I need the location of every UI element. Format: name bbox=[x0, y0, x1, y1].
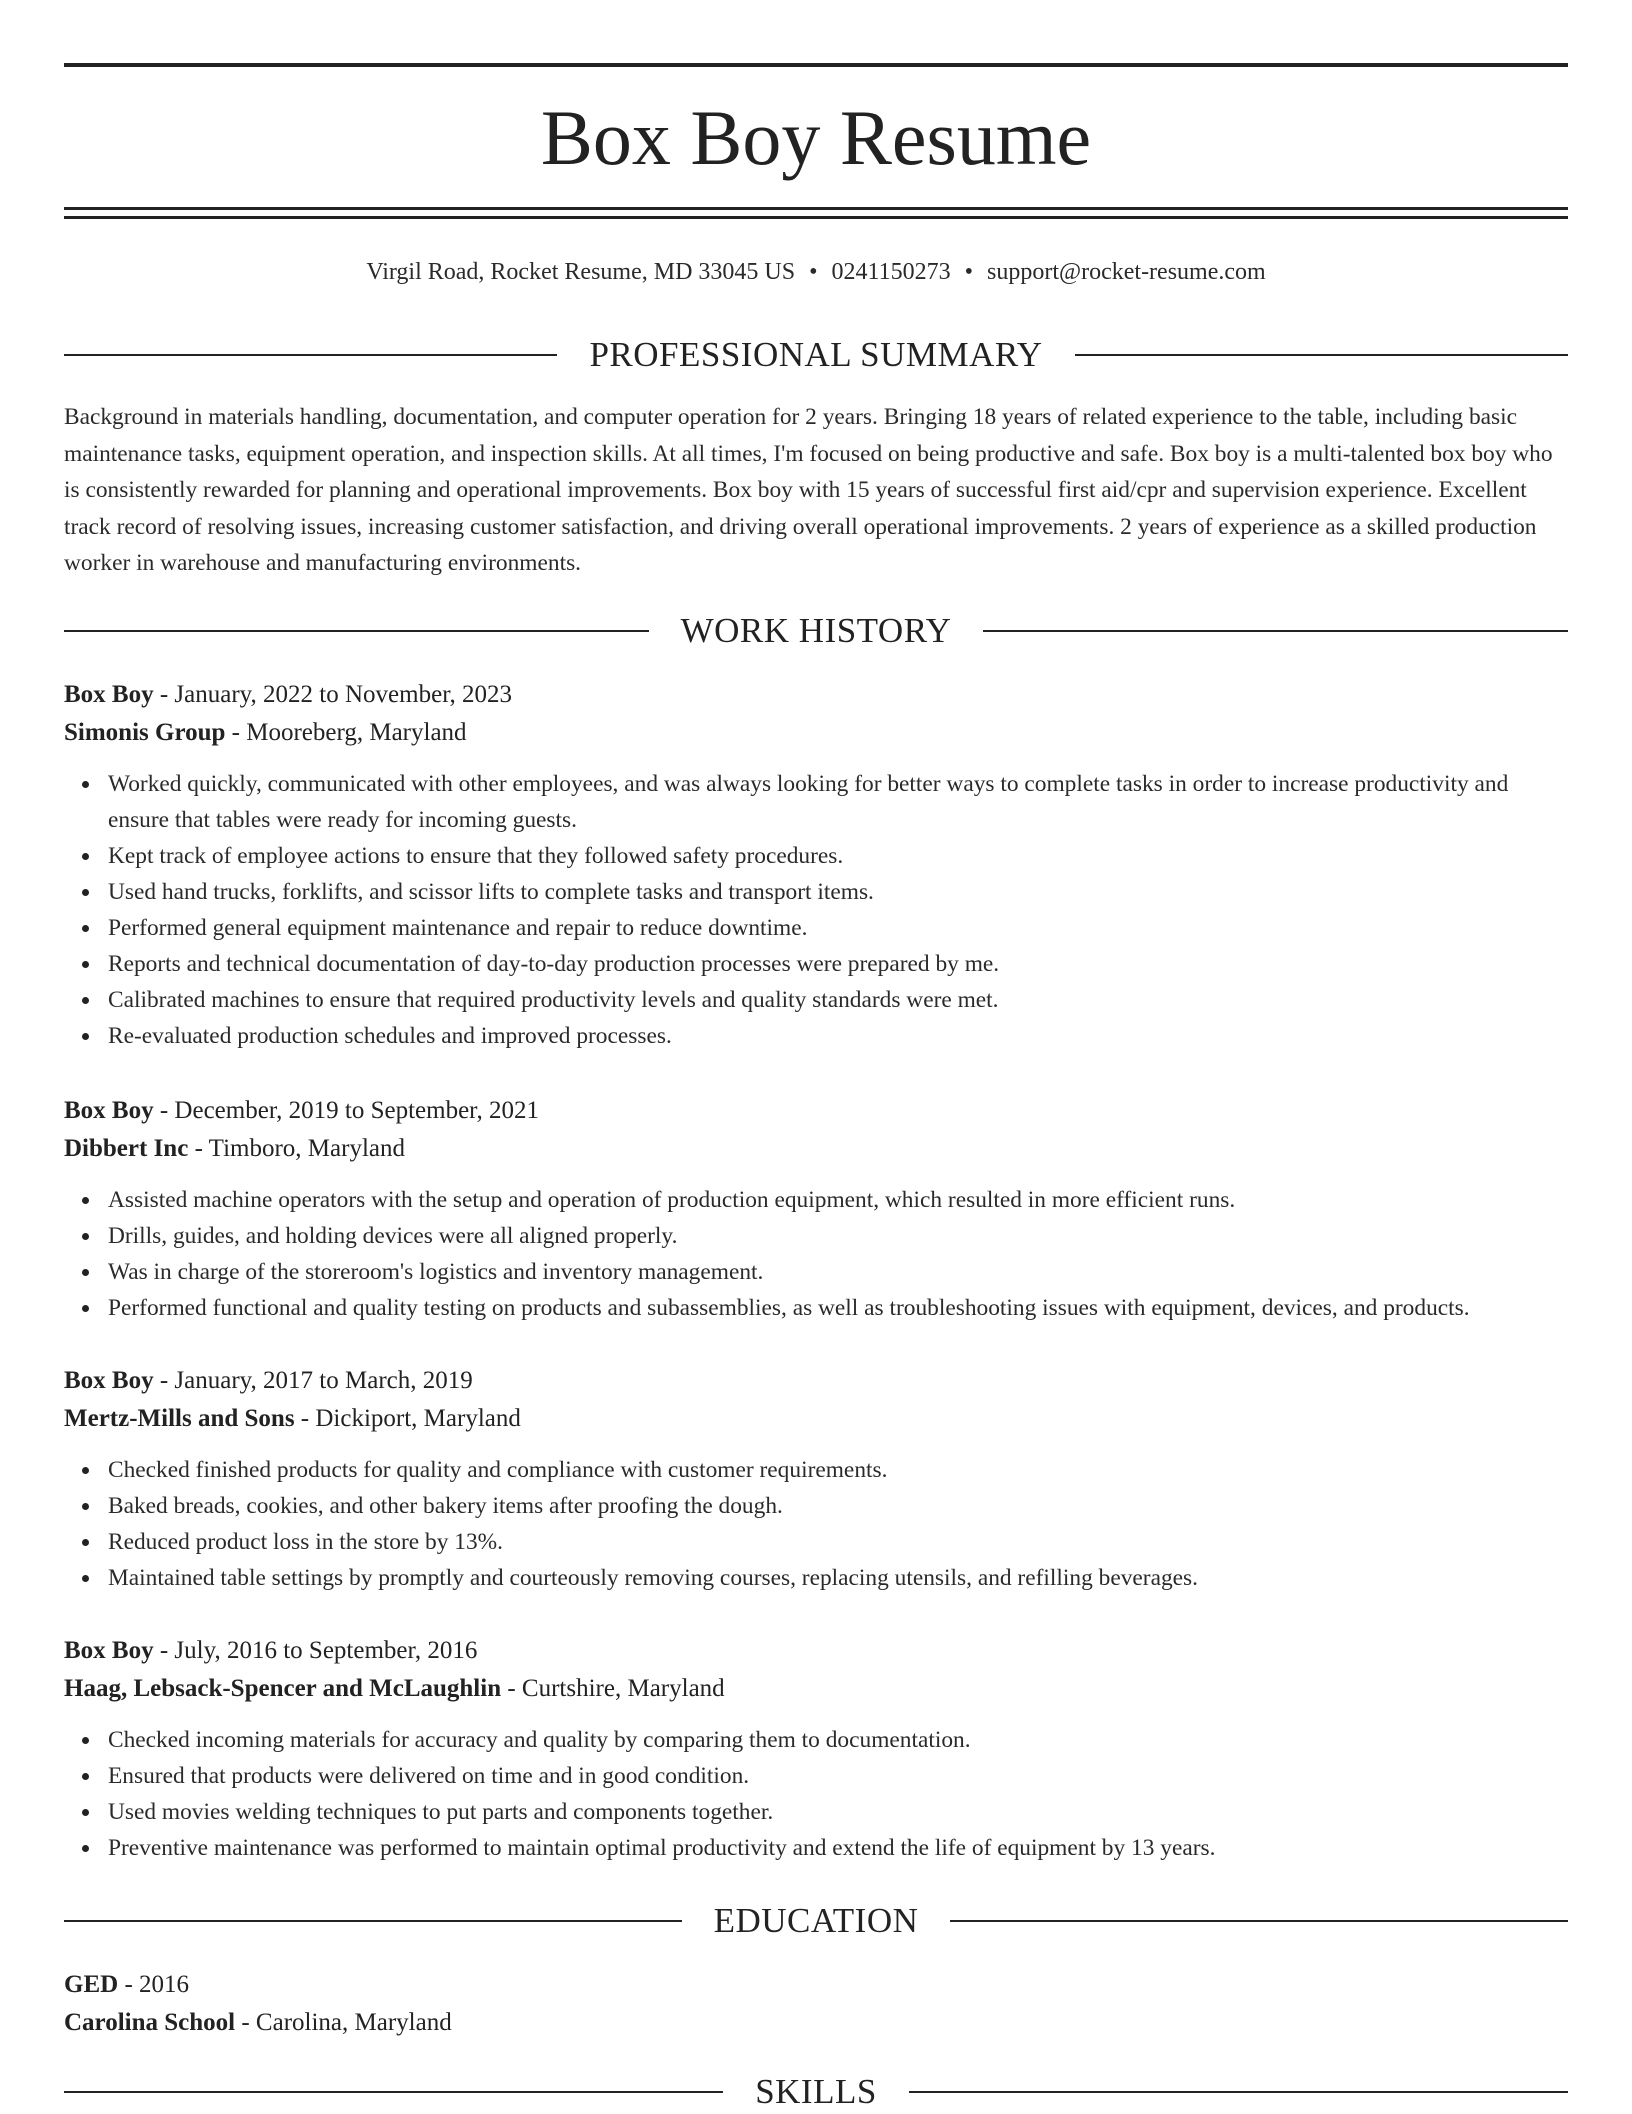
job-bullet: Checked incoming materials for accuracy and quality by comparing them to documentation. bbox=[108, 1722, 1568, 1758]
job-bullet: Maintained table settings by promptly and courteously removing courses, replacing utensils, and refilling beverages. bbox=[108, 1560, 1568, 1596]
job-company-line bbox=[64, 1400, 1568, 1438]
resume-title: Box Boy Resume bbox=[540, 94, 1092, 181]
heading-rule-left bbox=[64, 2091, 723, 2093]
job-company-line bbox=[64, 1670, 1568, 1708]
job-title-line bbox=[64, 676, 1568, 714]
education-entry bbox=[64, 1966, 1568, 2042]
job-title: Box Boy bbox=[64, 1637, 154, 1664]
job-bullet: Checked finished products for quality and compliance with customer requirements. bbox=[108, 1452, 1568, 1488]
job-bullets bbox=[64, 766, 1568, 1054]
job-bullets bbox=[64, 1182, 1568, 1326]
job-bullet: Performed general equipment maintenance and repair to reduce downtime. bbox=[108, 910, 1568, 946]
job-bullet: Calibrated machines to ensure that required productivity levels and quality standards were met. bbox=[108, 982, 1568, 1018]
job-location: - Dickiport, Maryland bbox=[294, 1405, 521, 1432]
job-dates: - July, 2016 to September, 2016 bbox=[153, 1637, 478, 1664]
section-heading-education bbox=[64, 1899, 1568, 1943]
heading-rule-right bbox=[950, 1920, 1568, 1922]
section-heading-work-history bbox=[64, 609, 1568, 653]
job-entry bbox=[64, 676, 1568, 1054]
job-dates: - January, 2022 to November, 2023 bbox=[153, 681, 513, 708]
job-bullet: Drills, guides, and holding devices were all aligned properly. bbox=[108, 1218, 1568, 1254]
contact-phone: 0241150273 bbox=[831, 259, 951, 285]
job-bullet: Reduced product loss in the store by 13%. bbox=[108, 1524, 1568, 1560]
heading-rule-left bbox=[64, 1920, 682, 1922]
section-title: EDUCATION bbox=[713, 1901, 919, 1940]
job-dates: - January, 2017 to March, 2019 bbox=[153, 1367, 473, 1394]
contact-address: Virgil Road, Rocket Resume, MD 33045 US bbox=[366, 259, 796, 285]
job-location: - Timboro, Maryland bbox=[188, 1135, 405, 1162]
job-company-line bbox=[64, 714, 1568, 752]
title-rule-upper bbox=[64, 207, 1568, 210]
job-title: Box Boy bbox=[64, 1367, 154, 1394]
heading-rule-left bbox=[64, 630, 649, 632]
education-degree: GED bbox=[64, 1971, 119, 1998]
job-entry bbox=[64, 1632, 1568, 1866]
section-title: SKILLS bbox=[755, 2072, 877, 2111]
job-title-line bbox=[64, 1092, 1568, 1130]
job-title: Box Boy bbox=[64, 681, 154, 708]
education-school-line bbox=[64, 2004, 1568, 2042]
section-title: PROFESSIONAL SUMMARY bbox=[589, 335, 1043, 374]
heading-rule-left bbox=[64, 354, 557, 356]
job-bullet: Performed functional and quality testing on products and subassemblies, as well as troubleshooting issues with equipment, devices, and products. bbox=[108, 1290, 1568, 1326]
job-bullet: Re-evaluated production schedules and improved processes. bbox=[108, 1018, 1568, 1054]
education-school: Carolina School bbox=[64, 2009, 236, 2036]
job-company: Simonis Group bbox=[64, 719, 226, 746]
job-bullets bbox=[64, 1722, 1568, 1866]
resume-page bbox=[64, 0, 1568, 2112]
job-entry bbox=[64, 1092, 1568, 1326]
job-company-line bbox=[64, 1130, 1568, 1168]
job-company: Mertz-Mills and Sons bbox=[64, 1405, 295, 1432]
job-title-line bbox=[64, 1362, 1568, 1400]
job-bullet: Was in charge of the storeroom's logistics and inventory management. bbox=[108, 1254, 1568, 1290]
section-heading-summary bbox=[64, 333, 1568, 377]
job-bullet: Reports and technical documentation of day-to-day production processes were prepared by me. bbox=[108, 946, 1568, 982]
heading-rule-right bbox=[1075, 354, 1568, 356]
job-bullet: Assisted machine operators with the setup and operation of production equipment, which resulted in more efficient runs. bbox=[108, 1182, 1568, 1218]
job-title: Box Boy bbox=[64, 1097, 154, 1124]
job-bullet: Kept track of employee actions to ensure that they followed safety procedures. bbox=[108, 838, 1568, 874]
job-bullets bbox=[64, 1452, 1568, 1596]
job-location: - Mooreberg, Maryland bbox=[225, 719, 467, 746]
job-bullet: Used movies welding techniques to put parts and components together. bbox=[108, 1794, 1568, 1830]
job-company: Dibbert Inc bbox=[64, 1135, 189, 1162]
top-rule bbox=[64, 63, 1568, 67]
contact-email: support@rocket-resume.com bbox=[987, 259, 1266, 285]
job-bullet: Baked breads, cookies, and other bakery items after proofing the dough. bbox=[108, 1488, 1568, 1524]
contact-separator: • bbox=[964, 259, 973, 285]
title-rule-lower bbox=[64, 216, 1568, 219]
education-year: - 2016 bbox=[118, 1971, 190, 1998]
job-title-line bbox=[64, 1632, 1568, 1670]
contact-line bbox=[64, 254, 1568, 290]
job-entry bbox=[64, 1362, 1568, 1596]
heading-rule-right bbox=[983, 630, 1568, 632]
job-bullet: Worked quickly, communicated with other employees, and was always looking for better ways to complete tasks in order to increase productivity and ensure that tables were ready for incoming guests. bbox=[108, 766, 1568, 838]
education-degree-line bbox=[64, 1966, 1568, 2004]
job-company: Haag, Lebsack-Spencer and McLaughlin bbox=[64, 1675, 502, 1702]
job-bullet: Ensured that products were delivered on time and in good condition. bbox=[108, 1758, 1568, 1794]
job-bullet: Preventive maintenance was performed to maintain optimal productivity and extend the life of equipment by 13 years. bbox=[108, 1830, 1568, 1866]
summary-text: Background in materials handling, documentation, and computer operation for 2 years. Bringing 18 years of related experience to the table, including basic maintenance tasks, equipment operation, and inspection skills. At all times, I'm focused on being productive and safe. Box boy is a multi-talented box boy who is consistently rewarded for planning and operational improvements. Box boy with 15 years of successful first aid/cpr and supervision experience. Excellent track record of resolving issues, increasing customer satisfaction, and driving overall operational improvements. 2 years of experience as a skilled production worker in warehouse and manufacturing environments. bbox=[64, 404, 1553, 576]
job-dates: - December, 2019 to September, 2021 bbox=[153, 1097, 539, 1124]
education-location: - Carolina, Maryland bbox=[235, 2009, 452, 2036]
contact-separator: • bbox=[809, 259, 818, 285]
heading-rule-right bbox=[909, 2091, 1568, 2093]
job-location: - Curtshire, Maryland bbox=[501, 1675, 725, 1702]
section-heading-skills bbox=[64, 2070, 1568, 2114]
job-bullet: Used hand trucks, forklifts, and scissor lifts to complete tasks and transport items. bbox=[108, 874, 1568, 910]
section-title: WORK HISTORY bbox=[680, 611, 952, 650]
